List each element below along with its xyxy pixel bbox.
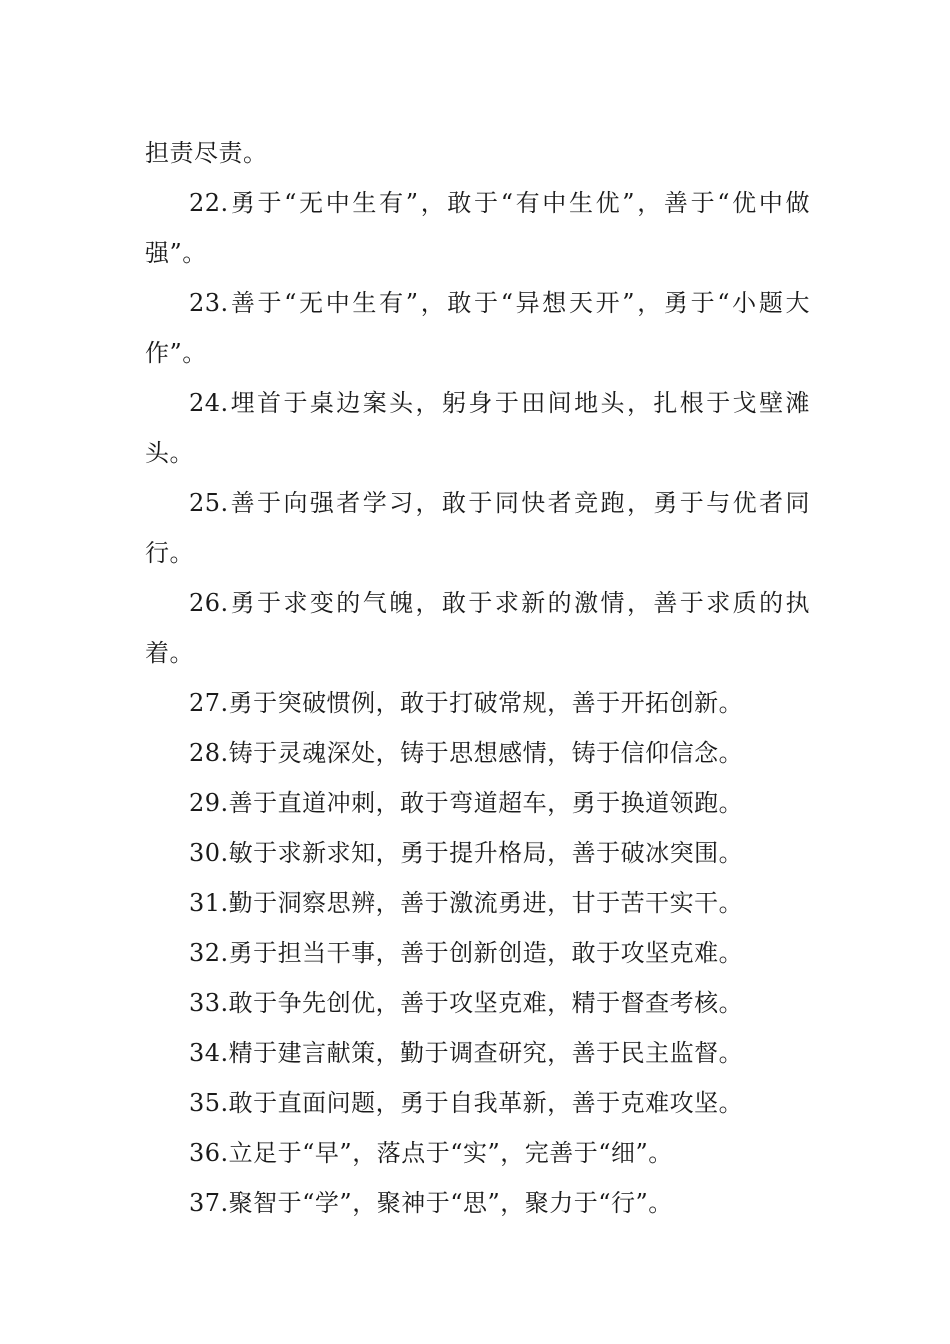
paragraph-34: 34.精于建言献策，勤于调查研究，善于民主监督。 xyxy=(189,1039,744,1067)
paragraph-37: 37.聚智于“学”，聚神于“思”，聚力于“行”。 xyxy=(189,1189,673,1217)
paragraph-22: 22.勇于“无中生有”，敢于“有中生优”，善于“优中做强”。 xyxy=(145,189,810,267)
paragraph-25: 25.善于向强者学习，敢于同快者竞跑，勇于与优者同行。 xyxy=(145,489,810,567)
paragraph-36: 36.立足于“早”，落点于“实”，完善于“细”。 xyxy=(189,1139,673,1167)
paragraph-29: 29.善于直道冲刺，敢于弯道超车，勇于换道领跑。 xyxy=(189,789,744,817)
paragraph-27: 27.勇于突破惯例，敢于打破常规，善于开拓创新。 xyxy=(189,689,744,717)
paragraph-35: 35.敢于直面问题，勇于自我革新，善于克难攻坚。 xyxy=(189,1089,744,1117)
paragraph-23: 23.善于“无中生有”，敢于“异想天开”，勇于“小题大作”。 xyxy=(145,289,810,367)
paragraph-31: 31.勤于洞察思辨，善于激流勇进，甘于苦干实干。 xyxy=(189,889,744,917)
paragraph-continuation: 担责尽责。 xyxy=(145,139,268,167)
paragraph-28: 28.铸于灵魂深处，铸于思想感情，铸于信仰信念。 xyxy=(189,739,744,767)
paragraph-33: 33.敢于争先创优，善于攻坚克难，精于督查考核。 xyxy=(189,989,744,1017)
paragraph-30: 30.敏于求新求知，勇于提升格局，善于破冰突围。 xyxy=(189,839,744,867)
paragraph-32: 32.勇于担当干事，善于创新创造，敢于攻坚克难。 xyxy=(189,939,744,967)
paragraph-24: 24.埋首于桌边案头，躬身于田间地头，扎根于戈壁滩头。 xyxy=(145,389,810,467)
paragraph-26: 26.勇于求变的气魄，敢于求新的激情，善于求质的执着。 xyxy=(145,589,810,667)
document-body xyxy=(145,128,810,1228)
